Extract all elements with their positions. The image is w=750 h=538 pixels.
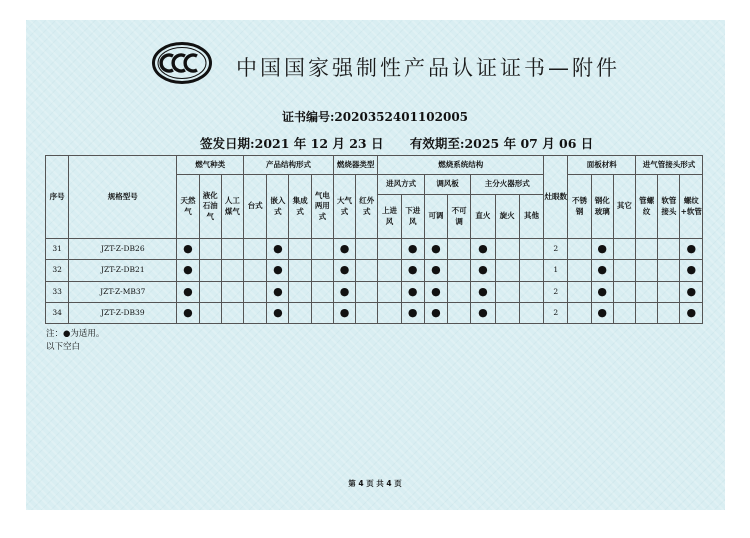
empty-cell	[378, 260, 401, 282]
col-direct-fire: 直火	[471, 195, 495, 239]
applicable-mark: ●	[267, 303, 289, 324]
col-lpg: 液化石油气	[199, 175, 221, 239]
applicable-mark: ●	[424, 239, 447, 260]
number-cell: 33	[46, 282, 69, 303]
empty-cell	[311, 282, 333, 303]
col-lower-inlet: 下进风	[401, 195, 424, 239]
empty-cell	[613, 303, 635, 324]
applicable-mark: ●	[177, 282, 199, 303]
empty-cell	[356, 260, 378, 282]
empty-cell	[448, 282, 471, 303]
col-tempered-glass: 钢化玻璃	[591, 175, 613, 239]
empty-cell	[221, 303, 243, 324]
empty-cell	[613, 260, 635, 282]
col-model: 规格型号	[69, 156, 177, 239]
applicable-mark: ●	[333, 303, 355, 324]
empty-cell	[568, 282, 591, 303]
notes	[46, 328, 104, 354]
applicable-mark: ●	[333, 282, 355, 303]
empty-cell	[378, 239, 401, 260]
col-pipe-thread: 管螺纹	[636, 175, 658, 239]
table-row	[46, 260, 703, 282]
col-infrared: 红外式	[356, 175, 378, 239]
header-row-1	[46, 156, 703, 175]
model-cell: JZT-Z-DB26	[69, 239, 177, 260]
empty-cell	[448, 260, 471, 282]
table-row	[46, 303, 703, 324]
applicable-mark: ●	[267, 239, 289, 260]
empty-cell	[289, 239, 311, 260]
empty-cell	[221, 282, 243, 303]
empty-cell	[311, 239, 333, 260]
issue-date: 签发日期:2021 年 12 月 23 日	[200, 136, 384, 151]
empty-cell	[289, 260, 311, 282]
number-cell: 34	[46, 303, 69, 324]
empty-cell	[658, 260, 680, 282]
col-damper: 调风板	[424, 175, 470, 195]
empty-cell	[519, 282, 543, 303]
applicable-mark: ●	[680, 282, 703, 303]
empty-cell	[495, 282, 519, 303]
col-swirl-fire: 旋火	[495, 195, 519, 239]
col-upper-inlet: 上进风	[378, 195, 401, 239]
applicable-mark: ●	[401, 260, 424, 282]
col-structure: 产品结构形式	[244, 156, 334, 175]
page-title: 中国国家强制性产品认证证书—附件	[236, 56, 620, 80]
empty-cell	[378, 282, 401, 303]
note-legend: 注：●为适用。	[46, 329, 105, 339]
certificate-number-label: 证书编号:	[281, 110, 335, 124]
number-cell: 2	[544, 239, 568, 260]
model-cell: JZT-Z-DB21	[69, 260, 177, 282]
page-number: 第 4 页 共 4 页	[348, 479, 402, 488]
empty-cell	[495, 260, 519, 282]
col-hose-joint: 软管接头	[658, 175, 680, 239]
empty-cell	[568, 260, 591, 282]
col-inlet: 进气管接头形式	[636, 156, 703, 175]
col-gas-electric: 气电两用式	[311, 175, 333, 239]
empty-cell	[519, 239, 543, 260]
applicable-mark: ●	[177, 239, 199, 260]
applicable-mark: ●	[333, 260, 355, 282]
applicable-mark: ●	[471, 239, 495, 260]
col-panel: 面板材料	[568, 156, 636, 175]
empty-cell	[289, 282, 311, 303]
applicable-mark: ●	[424, 303, 447, 324]
model-cell: JZT-Z-DB39	[69, 303, 177, 324]
applicable-mark: ●	[177, 260, 199, 282]
empty-cell	[568, 303, 591, 324]
empty-cell	[311, 303, 333, 324]
empty-cell	[658, 282, 680, 303]
col-adjustable: 可调	[424, 195, 447, 239]
empty-cell	[199, 260, 221, 282]
applicable-mark: ●	[591, 239, 613, 260]
applicable-mark: ●	[401, 239, 424, 260]
empty-cell	[448, 303, 471, 324]
applicable-mark: ●	[680, 303, 703, 324]
number-cell: 2	[544, 303, 568, 324]
empty-cell	[448, 239, 471, 260]
col-air-inlet: 进风方式	[378, 175, 424, 195]
col-manmade-gas: 人工煤气	[221, 175, 243, 239]
applicable-mark: ●	[267, 282, 289, 303]
empty-cell	[221, 260, 243, 282]
empty-cell	[289, 303, 311, 324]
col-gas-type: 燃气种类	[177, 156, 244, 175]
empty-cell	[356, 282, 378, 303]
empty-cell	[244, 303, 267, 324]
col-combustion: 燃烧系统结构	[378, 156, 544, 175]
applicable-mark: ●	[591, 260, 613, 282]
spec-table	[45, 155, 703, 324]
empty-cell	[495, 303, 519, 324]
empty-cell	[495, 239, 519, 260]
ccc-logo-icon	[152, 42, 212, 84]
empty-cell	[519, 303, 543, 324]
expiry-date: 有效期至:2025 年 07 月 06 日	[409, 136, 594, 151]
table-row	[46, 282, 703, 303]
certificate-number	[0, 108, 750, 125]
empty-cell	[519, 260, 543, 282]
col-embedded: 嵌入式	[267, 175, 289, 239]
col-integrated: 集成式	[289, 175, 311, 239]
applicable-mark: ●	[471, 303, 495, 324]
col-fire-other: 其他	[519, 195, 543, 239]
applicable-mark: ●	[680, 239, 703, 260]
empty-cell	[636, 282, 658, 303]
col-stainless: 不锈钢	[568, 175, 591, 239]
applicable-mark: ●	[267, 260, 289, 282]
table-row	[46, 239, 703, 260]
empty-cell	[613, 239, 635, 260]
applicable-mark: ●	[177, 303, 199, 324]
empty-cell	[244, 260, 267, 282]
applicable-mark: ●	[591, 282, 613, 303]
empty-cell	[244, 239, 267, 260]
model-cell: JZT-Z-MB37	[69, 282, 177, 303]
col-burner-count: 灶眼数	[544, 156, 568, 239]
col-main-fire: 主分火器形式	[471, 175, 544, 195]
applicable-mark: ●	[424, 282, 447, 303]
number-cell: 31	[46, 239, 69, 260]
col-thread-hose: 螺纹+软管	[680, 175, 703, 239]
empty-cell	[613, 282, 635, 303]
applicable-mark: ●	[424, 260, 447, 282]
applicable-mark: ●	[333, 239, 355, 260]
applicable-mark: ●	[401, 282, 424, 303]
col-natural-gas: 天然气	[177, 175, 199, 239]
number-cell: 2	[544, 282, 568, 303]
applicable-mark: ●	[591, 303, 613, 324]
empty-cell	[221, 239, 243, 260]
col-desktop: 台式	[244, 175, 267, 239]
number-cell: 1	[544, 260, 568, 282]
empty-cell	[658, 239, 680, 260]
applicable-mark: ●	[471, 260, 495, 282]
empty-cell	[658, 303, 680, 324]
empty-cell	[636, 260, 658, 282]
empty-cell	[244, 282, 267, 303]
col-atmospheric: 大气式	[333, 175, 355, 239]
col-panel-other: 其它	[613, 175, 635, 239]
empty-cell	[636, 303, 658, 324]
applicable-mark: ●	[680, 260, 703, 282]
empty-cell	[199, 282, 221, 303]
empty-cell	[356, 303, 378, 324]
applicable-mark: ●	[401, 303, 424, 324]
validity-dates	[200, 134, 615, 152]
empty-cell	[199, 303, 221, 324]
certificate-number-value: 2020352401102005	[334, 110, 469, 124]
number-cell: 32	[46, 260, 69, 282]
col-seq: 序号	[46, 156, 69, 239]
empty-cell	[356, 239, 378, 260]
note-blank-below: 以下空白	[46, 341, 81, 352]
empty-cell	[636, 239, 658, 260]
empty-cell	[199, 239, 221, 260]
col-non-adjustable: 不可调	[448, 195, 471, 239]
empty-cell	[311, 260, 333, 282]
col-burner-type: 燃烧器类型	[333, 156, 377, 175]
empty-cell	[568, 239, 591, 260]
applicable-mark: ●	[471, 282, 495, 303]
empty-cell	[378, 303, 401, 324]
